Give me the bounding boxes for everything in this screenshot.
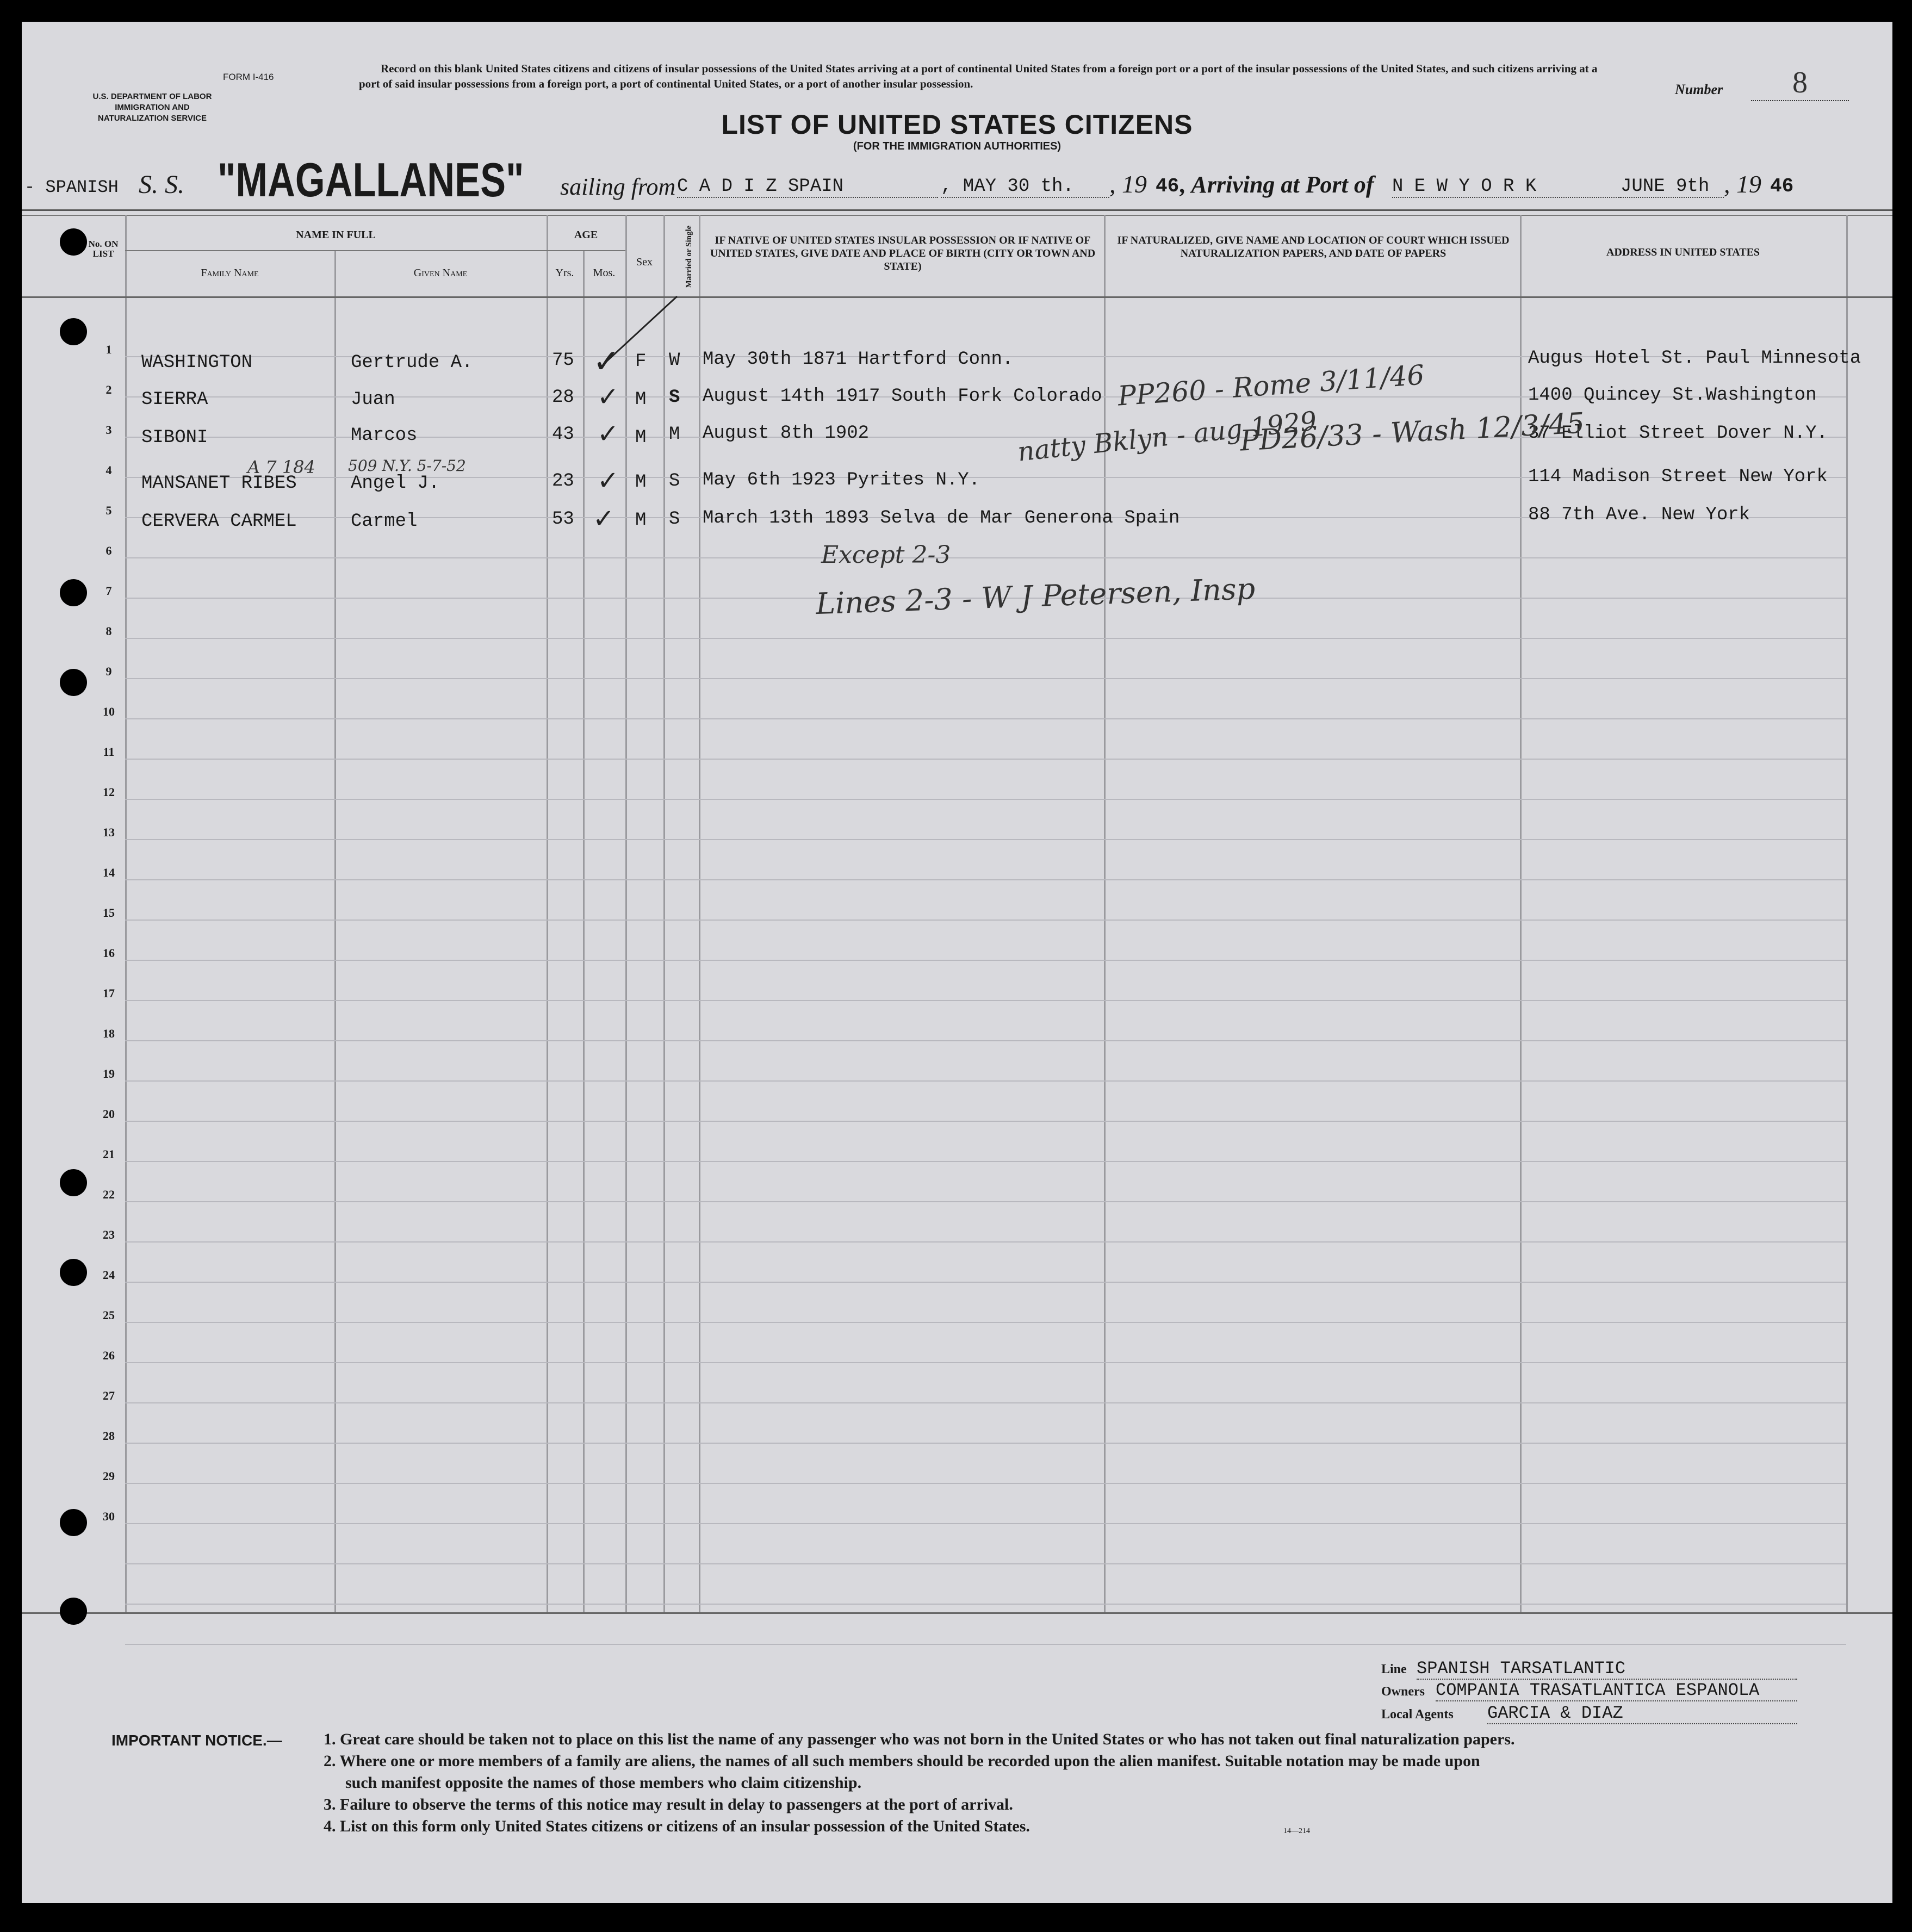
row-number: 1 — [105, 343, 112, 356]
row-number: 20 — [103, 1107, 115, 1121]
page-title: LIST OF UNITED STATES CITIZENS — [721, 109, 1193, 140]
row-rule — [125, 879, 1846, 880]
row-rule — [125, 1563, 1846, 1564]
row-rule — [125, 1362, 1846, 1363]
row-number: 22 — [103, 1188, 115, 1201]
address: 88 7th Ave. New York — [1528, 505, 1750, 525]
row-rule — [125, 1121, 1846, 1122]
family-name: SIERRA — [141, 389, 208, 410]
marital-status: S — [669, 387, 680, 408]
sex: F — [635, 351, 647, 372]
row-number: 13 — [103, 825, 115, 839]
check-mark-icon: ✓ — [597, 382, 619, 412]
given-name: Marcos — [351, 425, 418, 446]
col-divider — [334, 250, 336, 1612]
notice-item-1: 1. Great care should be taken not to place on this list the name of any passenger who was not born in the United States or who has not taken out final naturalization papers. — [324, 1730, 1515, 1748]
row-rule — [125, 799, 1846, 800]
given-name: Gertrude A. — [351, 352, 473, 373]
row-number: 23 — [103, 1228, 115, 1241]
check-mark-icon: ✓ — [593, 504, 615, 534]
row-number: 19 — [103, 1067, 115, 1080]
owners-value: COMPANIA TRASATLANTICA ESPANOLA — [1436, 1680, 1797, 1701]
birth-info: March 13th 1893 Selva de Mar Generona Spain — [703, 508, 1180, 529]
row-rule — [125, 1402, 1846, 1403]
departure-date: , MAY 30 th. — [941, 176, 1109, 198]
check-mark-icon: ✓ — [597, 419, 619, 449]
birth-info: May 6th 1923 Pyrites N.Y. — [703, 470, 980, 490]
row-number: 25 — [103, 1308, 115, 1322]
agents-value: GARCIA & DIAZ — [1487, 1703, 1797, 1724]
col-header-naturalized: IF NATURALIZED, GIVE NAME AND LOCATION OF COURT WHICH ISSUED NATURALIZATION PAPERS, AND DATE OF PAPERS — [1117, 234, 1510, 259]
address: Augus Hotel St. Paul Minnesota — [1528, 348, 1861, 369]
row-number: 18 — [103, 1027, 115, 1040]
sex: M — [635, 389, 647, 410]
handwritten-signature-lines: Lines 2-3 - W J Petersen, Insp — [815, 571, 1256, 622]
handwritten-note-except: Except 2-3 — [821, 541, 951, 569]
agency-line: U.S. DEPARTMENT OF LABOR — [92, 92, 212, 101]
punch-hole — [60, 318, 87, 345]
notice-item-2-cont: such manifest opposite the names of those members who claim citizenship. — [345, 1774, 862, 1792]
row-number: 26 — [103, 1349, 115, 1362]
row-number: 3 — [105, 423, 112, 437]
form-number: FORM I-416 — [223, 72, 274, 82]
table-top-rule-2 — [22, 215, 1892, 216]
row-number: 28 — [103, 1429, 115, 1443]
family-name: CERVERA CARMEL — [141, 511, 297, 532]
ship-name: "MAGALLANES" — [218, 153, 524, 207]
departure-year: 46 — [1156, 175, 1180, 197]
number-value: 8 — [1751, 65, 1849, 101]
row-rule — [125, 1322, 1846, 1323]
arrival-year-prefix: , 19 — [1724, 170, 1761, 198]
row-number: 4 — [105, 463, 112, 477]
row-rule — [125, 1282, 1846, 1283]
check-mark-icon: ✓ — [593, 343, 620, 381]
row-rule — [125, 638, 1846, 639]
age-years: 43 — [552, 424, 574, 445]
page-subtitle: (FOR THE IMMIGRATION AUTHORITIES) — [853, 140, 1061, 152]
handwritten-note-pd26: PD26/33 - Wash 12/3/45 — [1239, 407, 1586, 458]
punch-hole — [60, 579, 87, 606]
row-number: 14 — [103, 866, 115, 879]
row-rule — [125, 920, 1846, 921]
header-bottom-rule — [22, 296, 1892, 298]
col-header-native: IF NATIVE OF UNITED STATES INSULAR POSSESSION OR IF NATIVE OF UNITED STATES, GIVE DATE AND PLACE OF BIRTH (CITY OR TOWN AND STATE) — [710, 234, 1096, 272]
marital-status: S — [669, 509, 680, 530]
row-number: 12 — [103, 785, 115, 799]
col-header-address: ADDRESS IN UNITED STATES — [1606, 246, 1760, 258]
handwritten-note-natty: natty Bklyn - aug 1929 — [1016, 406, 1319, 468]
notice-label: IMPORTANT NOTICE.— — [111, 1732, 282, 1749]
age-subhead-rule — [547, 250, 625, 251]
form-code: 14—214 — [1283, 1827, 1310, 1835]
age-years: 28 — [552, 387, 574, 408]
record-instructions: Record on this blank United States citizens and citizens of insular possessions of the United States arriving at a port of continental United States from a foreign port or a port of the insular possessions of the United States, and such citizens arriving at a port of said insular possessions from a foreign port, a port of continental United States, or a port of another insular possession. — [359, 62, 1598, 90]
punch-hole — [60, 1259, 87, 1286]
sex: M — [635, 472, 647, 493]
manifest-sheet — [22, 22, 1892, 1903]
birth-info: August 8th 1902 — [703, 423, 870, 444]
row-number: 30 — [103, 1509, 115, 1523]
row-number: 6 — [105, 544, 112, 557]
sailing-from-label: sailing from — [560, 173, 676, 200]
sex: M — [635, 427, 647, 448]
agents-label: Local Agents — [1381, 1707, 1454, 1722]
row-rule — [125, 1080, 1846, 1082]
arriving-label: , Arriving at Port of — [1180, 171, 1374, 198]
row-number: 7 — [105, 584, 112, 598]
row-number: 27 — [103, 1389, 115, 1402]
row-rule — [125, 839, 1846, 840]
row-rule — [125, 1483, 1846, 1484]
col-divider — [583, 250, 585, 1612]
marital-status: S — [669, 471, 680, 492]
family-name: WASHINGTON — [141, 352, 253, 373]
given-name: Juan — [351, 389, 395, 410]
marital-status: W — [669, 350, 680, 371]
handwritten-note-a7184: A 7 184 — [247, 457, 315, 477]
row-rule — [125, 678, 1846, 679]
voyage-prefix: - SPANISH — [24, 177, 119, 197]
row-rule — [125, 1000, 1846, 1001]
row-rule — [125, 759, 1846, 760]
family-name: MANSANET RIBES — [141, 473, 297, 494]
departure-port: C A D I Z SPAIN — [677, 176, 938, 198]
row-rule — [125, 1201, 1846, 1202]
table-bottom-rule — [22, 1612, 1892, 1614]
row-number: 16 — [103, 946, 115, 960]
row-number: 5 — [105, 504, 112, 517]
notice-item-4: 4. List on this form only United States citizens or citizens of an insular possession of the United States. — [324, 1817, 1030, 1835]
row-number: 17 — [103, 986, 115, 1000]
owners-label: Owners — [1381, 1685, 1425, 1699]
row-number: 11 — [103, 745, 115, 759]
marital-status: M — [669, 424, 680, 445]
row-number: 9 — [105, 664, 112, 678]
agency-line: IMMIGRATION AND — [115, 103, 190, 112]
row-rule — [125, 1040, 1846, 1041]
row-rule — [125, 1523, 1846, 1524]
name-subhead-rule — [125, 250, 547, 251]
age-years: 23 — [552, 471, 574, 492]
col-header-family: Family Name — [201, 267, 259, 279]
punch-hole — [60, 228, 87, 256]
row-rule — [125, 1644, 1846, 1645]
age-years: 53 — [552, 509, 574, 530]
handwritten-note-pp260: PP260 - Rome 3/11/46 — [1116, 359, 1426, 412]
departure-year-prefix: , 19 — [1109, 170, 1147, 198]
notice-item-3: 3. Failure to observe the terms of this notice may result in delay to passengers at the port of arrival. — [324, 1796, 1013, 1813]
line-label: Line — [1381, 1662, 1407, 1676]
row-number: 8 — [105, 624, 112, 638]
arrival-date: JUNE 9th — [1621, 176, 1724, 198]
row-number: 2 — [105, 383, 112, 396]
col-header-name: NAME IN FULL — [296, 229, 376, 241]
punch-hole — [60, 1509, 87, 1536]
row-rule — [125, 1241, 1846, 1243]
row-rule — [125, 557, 1846, 558]
notice-item-2: 2. Where one or more members of a family are aliens, the names of all such members should be recorded upon the alien manifest. Suitable notation may be made upon — [324, 1752, 1480, 1770]
birth-info: August 14th 1917 South Fork Colorado — [703, 386, 1102, 407]
sex: M — [635, 510, 647, 531]
ss-label: S. S. — [139, 170, 184, 199]
row-rule — [125, 1604, 1846, 1605]
punch-hole — [60, 669, 87, 696]
number-label: Number — [1675, 82, 1723, 97]
given-name: Carmel — [351, 511, 418, 532]
row-rule — [125, 1161, 1846, 1162]
check-mark-icon: ✓ — [597, 465, 619, 496]
age-years: 75 — [552, 350, 574, 371]
row-rule — [125, 960, 1846, 961]
col-divider — [1846, 215, 1848, 1612]
arrival-year: 46 — [1770, 175, 1794, 197]
col-header-married: Married or Single — [685, 225, 693, 288]
col-header-mos: Mos. — [593, 267, 616, 279]
given-name: Angel J. — [351, 473, 440, 494]
handwritten-note-509: 509 N.Y. 5-7-52 — [348, 457, 466, 475]
check-stroke-icon — [604, 294, 680, 364]
row-rule — [125, 718, 1846, 719]
line-value: SPANISH TARSATLANTIC — [1417, 1658, 1797, 1680]
col-header-yrs: Yrs. — [555, 267, 574, 279]
row-rule — [125, 1443, 1846, 1444]
arrival-port: N E W Y O R K — [1392, 176, 1621, 198]
col-header-sex: Sex — [636, 256, 653, 268]
row-number: 29 — [103, 1469, 115, 1483]
row-number: 10 — [103, 705, 115, 718]
address: 37 Elliot Street Dover N.Y. — [1528, 423, 1828, 444]
address: 114 Madison Street New York — [1528, 467, 1828, 487]
address: 1400 Quincey St.Washington — [1528, 385, 1817, 406]
table-top-rule — [22, 209, 1892, 211]
birth-info: May 30th 1871 Hartford Conn. — [703, 349, 1014, 370]
col-header-given: Given Name — [413, 267, 468, 279]
agency-line: NATURALIZATION SERVICE — [97, 114, 207, 123]
punch-hole — [60, 1169, 87, 1196]
punch-hole — [60, 1598, 87, 1625]
row-number: 21 — [103, 1147, 115, 1161]
col-header-no: No. ON LIST — [88, 239, 119, 259]
family-name: SIBONI — [141, 427, 208, 448]
row-number: 24 — [103, 1268, 115, 1282]
col-header-age: AGE — [574, 229, 598, 241]
row-number: 15 — [103, 906, 115, 920]
